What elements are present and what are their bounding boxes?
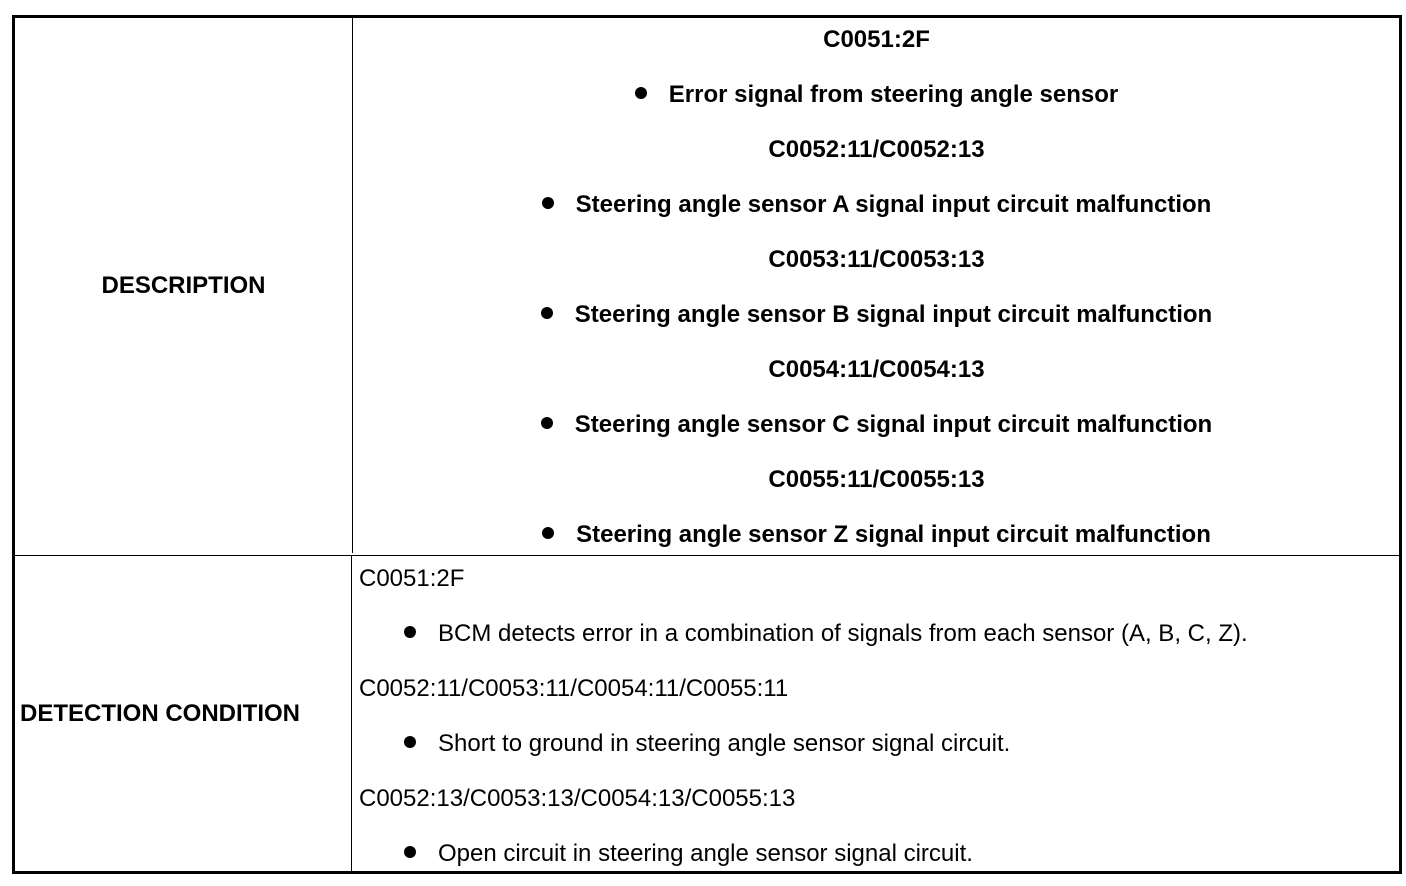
description-item-text: Error signal from steering angle sensor xyxy=(668,81,1119,108)
detection-item-text: Open circuit in steering angle sensor signal circuit. xyxy=(438,840,973,867)
bullet-icon xyxy=(404,846,416,858)
description-item xyxy=(354,190,1399,220)
description-item-text: Steering angle sensor C signal input circuit malfunction xyxy=(574,411,1213,438)
description-item-text: Steering angle sensor B signal input circuit malfunction xyxy=(574,301,1213,328)
description-code: C0051:2F xyxy=(823,26,930,53)
bullet-icon xyxy=(542,197,554,209)
detection-item-text: Short to ground in steering angle sensor signal circuit. xyxy=(438,730,1011,757)
detection-item xyxy=(404,619,1248,649)
description-item-text: Steering angle sensor Z signal input circuit malfunction xyxy=(576,521,1211,548)
description-item xyxy=(354,80,1399,110)
detection-code: C0052:11/C0053:11/C0054:11/C0055:11 xyxy=(359,675,789,702)
bullet-icon xyxy=(541,307,553,319)
description-row xyxy=(15,18,1399,553)
detection-label: DETECTION CONDITION xyxy=(15,556,352,872)
description-item xyxy=(354,300,1399,330)
bullet-icon xyxy=(404,736,416,748)
detection-code: C0051:2F xyxy=(359,565,465,592)
detection-content xyxy=(354,556,1399,872)
detection-code: C0052:13/C0053:13/C0054:13/C0055:13 xyxy=(359,785,796,812)
dtc-table xyxy=(12,15,1402,874)
description-item xyxy=(354,520,1399,550)
detection-item-text: BCM detects error in a combination of signals from each sensor (A, B, C, Z). xyxy=(438,620,1248,647)
description-code: C0054:11/C0054:13 xyxy=(768,356,985,383)
description-item xyxy=(354,410,1399,440)
detection-row xyxy=(15,555,1399,872)
detection-item xyxy=(404,729,1010,759)
description-label: DESCRIPTION xyxy=(15,18,353,553)
bullet-icon xyxy=(541,417,553,429)
detection-item xyxy=(404,839,973,869)
description-code: C0053:11/C0053:13 xyxy=(768,246,985,273)
bullet-icon xyxy=(635,87,647,99)
description-code: C0055:11/C0055:13 xyxy=(768,466,985,493)
description-item-text: Steering angle sensor A signal input circuit malfunction xyxy=(575,191,1212,218)
description-code: C0052:11/C0052:13 xyxy=(768,136,985,163)
bullet-icon xyxy=(542,527,554,539)
description-content xyxy=(354,18,1399,553)
bullet-icon xyxy=(404,626,416,638)
